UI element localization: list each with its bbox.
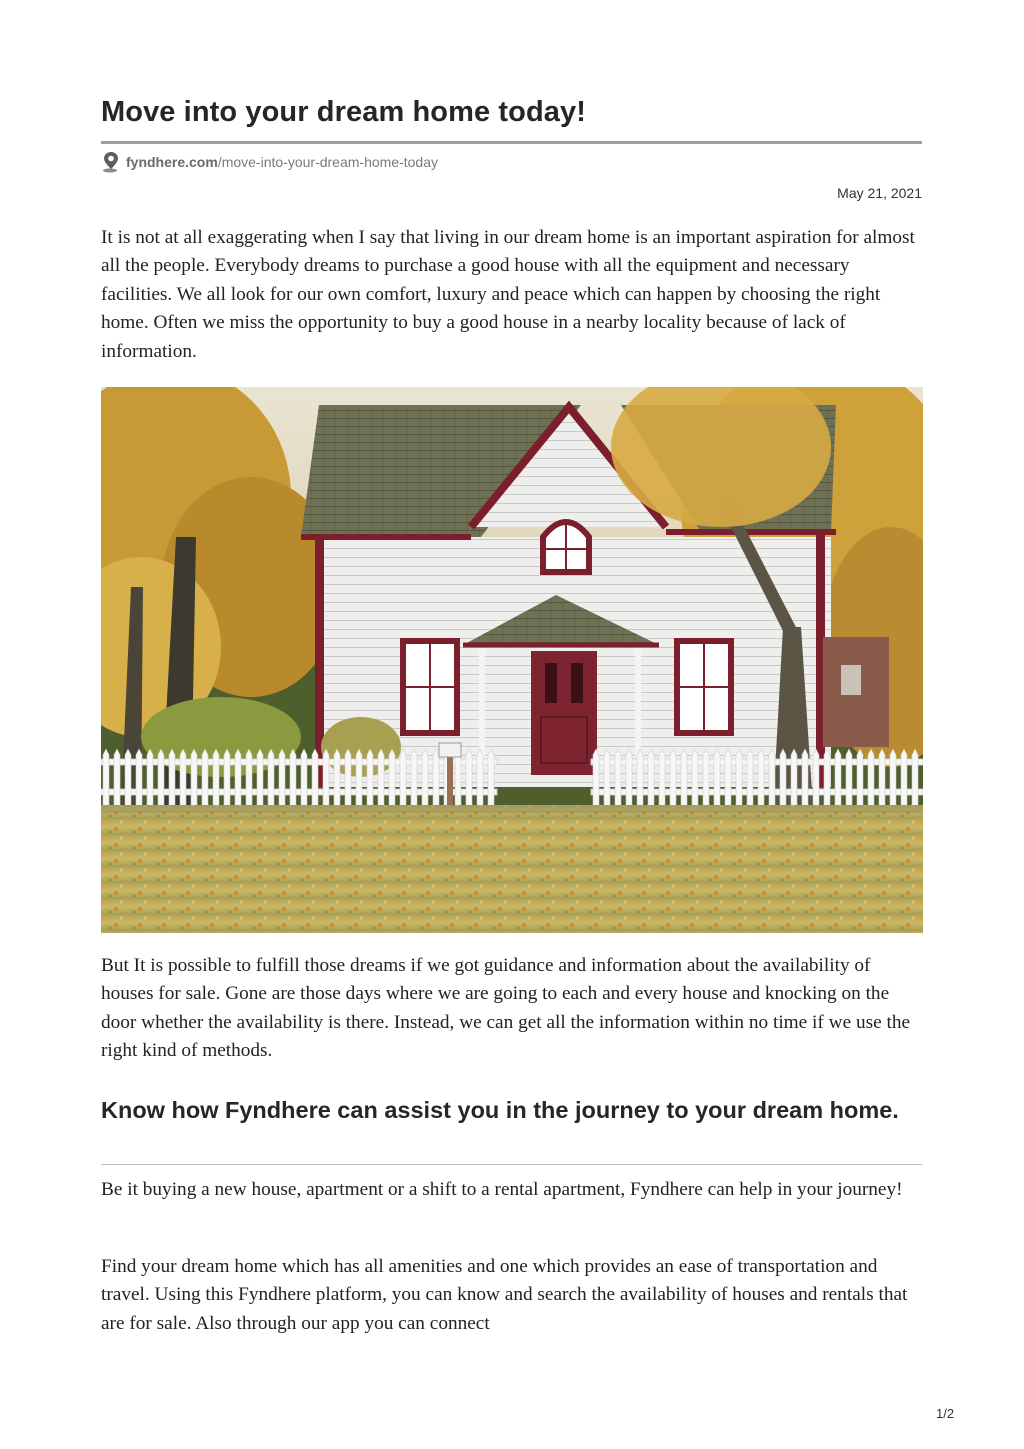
location-pin-icon: [101, 151, 121, 173]
amenities-paragraph: Find your dream home which has all amenities and one which provides an ease of transportation and travel. Using this Fyndhere platform, you can know and search the availability of houses and rentals that are for sale. Also through our app you can connect: [101, 1256, 908, 1334]
page-number: 1/2: [936, 1406, 955, 1421]
page-title: Move into your dream home today!: [101, 96, 586, 128]
intro-paragraph: It is not at all exaggerating when I say that living in our dream home is an important aspiration for almost all the people. Everybody dreams to purchase a good house with all the equipment and necessary facilities. We all look for our own comfort, luxury and peace which can happen by choosing the right home. Often we miss the opportunity to buy a good house in a nearby locality because of lack of information.: [101, 227, 915, 362]
section-heading: Know how Fyndhere can assist you in the journey to your dream home.: [101, 1097, 899, 1123]
services-paragraph: Be it buying a new house, apartment or a shift to a rental apartment, Fyndhere can help in your journey!: [101, 1179, 903, 1200]
guidance-paragraph: But It is possible to fulfill those dreams if we got guidance and information about the availability of houses for sale. Gone are those days where we are going to each and every house and knocking on the door whether the availability is there. Instead, we can get all the information within no time if we use the right kind of methods.: [101, 955, 911, 1062]
house-photo: [101, 387, 923, 933]
publish-date: May 21, 2021: [837, 185, 922, 201]
source-path[interactable]: /move-into-your-dream-home-today: [217, 154, 439, 170]
source-link[interactable]: [101, 151, 438, 173]
section-divider: [101, 1164, 922, 1165]
title-divider: [101, 141, 922, 144]
source-domain[interactable]: fyndhere.com: [126, 154, 218, 170]
